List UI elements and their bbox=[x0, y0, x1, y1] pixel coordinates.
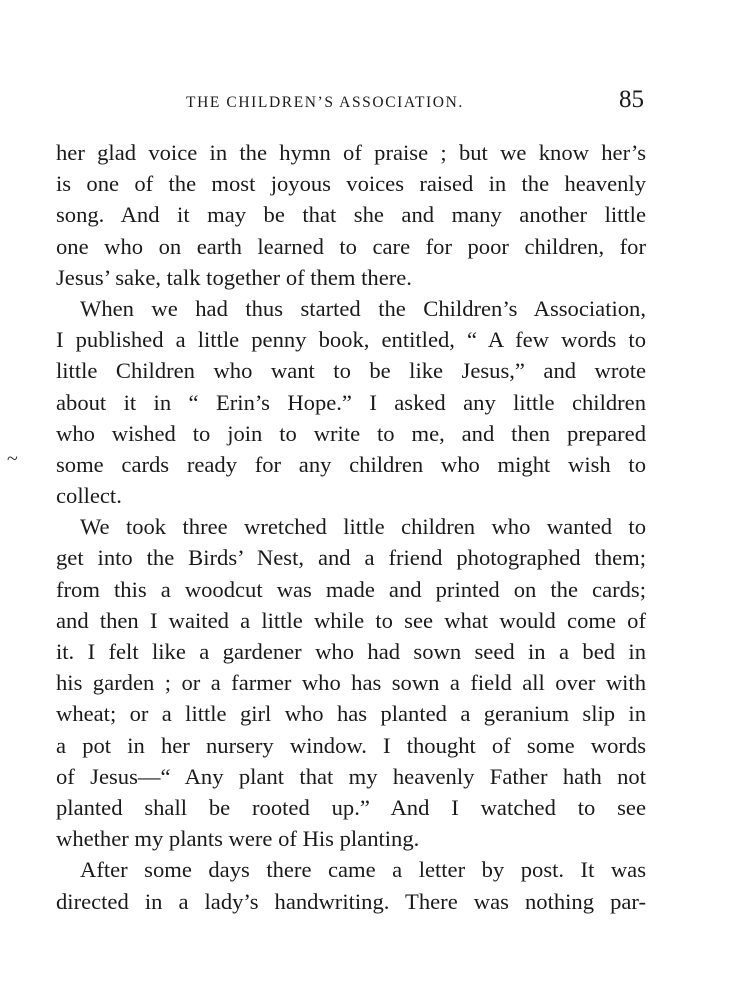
text-line: directed in a lady’s handwriting. There was nothing par- bbox=[56, 888, 646, 914]
body-text bbox=[56, 137, 646, 917]
text-line: of Jesus—“ Any plant that my heavenly Father hath not bbox=[56, 763, 646, 789]
running-head bbox=[56, 86, 644, 120]
page-number: 85 bbox=[619, 86, 644, 113]
text-line: When we had thus started the Children’s Association, bbox=[80, 295, 646, 321]
text-line: one who on earth learned to care for poor children, for bbox=[56, 233, 646, 259]
margin-mark: ~ bbox=[7, 448, 18, 470]
text-line: get into the Birds’ Nest, and a friend photographed them; bbox=[56, 545, 646, 571]
text-line: some cards ready for any children who might wish to bbox=[56, 451, 646, 477]
running-title: THE CHILDREN’S ASSOCIATION. bbox=[186, 94, 464, 111]
text-line: who wished to join to write to me, and then prepared bbox=[56, 420, 646, 446]
text-line: collect. bbox=[56, 483, 122, 509]
text-line: his garden ; or a farmer who has sown a field all over with bbox=[56, 670, 646, 696]
text-line: a pot in her nursery window. I thought of some words bbox=[56, 732, 646, 758]
text-line: song. And it may be that she and many another little bbox=[56, 202, 646, 228]
paragraph-1 bbox=[56, 137, 646, 293]
text-line: is one of the most joyous voices raised in the heavenly bbox=[56, 171, 646, 197]
paragraph-4 bbox=[56, 854, 646, 916]
text-line: Jesus’ sake, talk together of them there. bbox=[56, 264, 412, 290]
text-line: from this a woodcut was made and printed on the cards; bbox=[56, 576, 646, 602]
text-line: about it in “ Erin’s Hope.” I asked any little children bbox=[56, 389, 646, 415]
text-line: it. I felt like a gardener who had sown seed in a bed in bbox=[56, 639, 646, 664]
text-line: little Children who want to be like Jesus,” and wrote bbox=[56, 358, 646, 384]
text-line: planted shall be rooted up.” And I watched to see bbox=[56, 794, 646, 820]
paragraph-3 bbox=[56, 511, 646, 854]
text-line: After some days there came a letter by post. It was bbox=[80, 857, 646, 883]
text-line: wheat; or a little girl who has planted a geranium slip in bbox=[56, 701, 646, 727]
text-line: her glad voice in the hymn of praise ; but we know her’s bbox=[56, 140, 646, 165]
text-line: whether my plants were of His planting. bbox=[56, 826, 420, 852]
text-line: We took three wretched little children who wanted to bbox=[80, 514, 646, 540]
text-line: and then I waited a little while to see what would come of bbox=[56, 607, 646, 633]
paragraph-2 bbox=[56, 293, 646, 511]
text-line: I published a little penny book, entitled, “ A few words to bbox=[56, 327, 646, 353]
